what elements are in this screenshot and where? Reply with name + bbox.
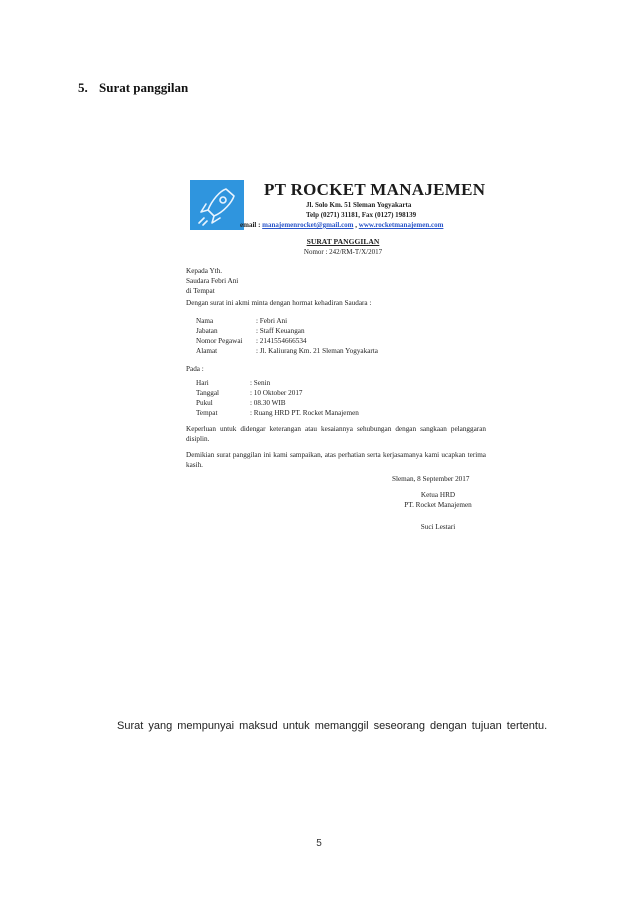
company-name: PT ROCKET MANAJEMEN bbox=[264, 180, 486, 199]
detail-key: Nomor Pegawai bbox=[196, 337, 243, 345]
figure-caption: Surat yang mempunyai maksud untuk memanggil seseorang dengan tujuan tertentu. bbox=[117, 720, 548, 732]
signature-space bbox=[386, 510, 490, 522]
recipient-line: Kepada Yth. bbox=[186, 267, 223, 275]
detail-row bbox=[196, 336, 378, 346]
signer-title: Ketua HRD bbox=[420, 491, 456, 499]
schedule-key: Hari bbox=[196, 379, 209, 387]
detail-value: : Staff Keuangan bbox=[256, 327, 305, 335]
letter-closing: Demikian surat panggilan ini kami sampaikan, atas perhatian serta kerjasamanya kami ucapkan terima kasih. bbox=[186, 451, 486, 469]
schedule-key: Pukul bbox=[196, 399, 213, 407]
section-heading bbox=[78, 80, 188, 96]
schedule-key: Tanggal bbox=[196, 389, 220, 397]
letter-number: Nomor : 242/RM-T/X/2017 bbox=[303, 248, 383, 256]
signer-company: PT. Rocket Manajemen bbox=[404, 501, 472, 509]
schedule-value: : Ruang HRD PT. Rocket Manajemen bbox=[250, 409, 359, 417]
detail-row bbox=[196, 326, 378, 336]
letter-date: Sleman, 8 September 2017 bbox=[392, 475, 470, 483]
schedule-row bbox=[196, 378, 359, 388]
signer-name: Suci Lestari bbox=[420, 523, 456, 531]
detail-key: Jabatan bbox=[196, 327, 218, 335]
company-phone: Telp (0271) 31181, Fax (0127) 198139 bbox=[306, 211, 417, 219]
email-separator: , bbox=[355, 221, 358, 229]
section-title: Surat panggilan bbox=[99, 80, 189, 95]
detail-key: Nama bbox=[196, 317, 214, 325]
section-number: 5. bbox=[78, 80, 88, 95]
signature-block bbox=[386, 490, 490, 532]
schedule-value: : Senin bbox=[250, 379, 271, 387]
detail-row bbox=[196, 316, 378, 326]
detail-value: : Febri Ani bbox=[256, 317, 288, 325]
company-address: Jl. Solo Km. 51 Sleman Yogyakarta bbox=[306, 201, 412, 209]
page-number: 5 bbox=[316, 838, 322, 849]
company-logo bbox=[190, 180, 244, 230]
letter-image bbox=[186, 170, 500, 550]
schedule-row bbox=[196, 388, 359, 398]
detail-value: : Jl. Kaliurang Km. 21 Sleman Yogyakarta bbox=[256, 347, 378, 355]
schedule-row bbox=[196, 398, 359, 408]
letter-purpose: Keperluan untuk didengar keterangan atau kesaiannya sehubungan dengan sangkaan pelanggaran disiplin. bbox=[186, 425, 486, 443]
person-details bbox=[196, 316, 378, 356]
schedule-details bbox=[196, 378, 359, 418]
schedule-value: : 10 Oktober 2017 bbox=[250, 389, 303, 397]
recipient-line: di Tempat bbox=[186, 287, 215, 295]
detail-row bbox=[196, 346, 378, 356]
email-line bbox=[240, 221, 443, 229]
recipient-block bbox=[186, 266, 238, 296]
schedule-key: Tempat bbox=[196, 409, 218, 417]
schedule-value: : 08.30 WIB bbox=[250, 399, 286, 407]
schedule-row bbox=[196, 408, 359, 418]
email-label: email : bbox=[240, 221, 261, 229]
rocket-icon bbox=[190, 180, 244, 230]
letter-intro: Dengan surat ini akmi minta dengan hormat kehadiran Saudara : bbox=[186, 299, 372, 307]
recipient-line: Saudara Febri Ani bbox=[186, 277, 239, 285]
detail-value: : 2141554666534 bbox=[256, 337, 307, 345]
pada-label: Pada : bbox=[186, 365, 204, 373]
detail-key: Alamat bbox=[196, 347, 218, 355]
letter-title: SURAT PANGGILAN bbox=[306, 237, 380, 246]
website-link[interactable]: www.rocketmanajemen.com bbox=[358, 221, 444, 229]
email-link[interactable]: manajemenrocket@gmail.com bbox=[262, 221, 354, 229]
